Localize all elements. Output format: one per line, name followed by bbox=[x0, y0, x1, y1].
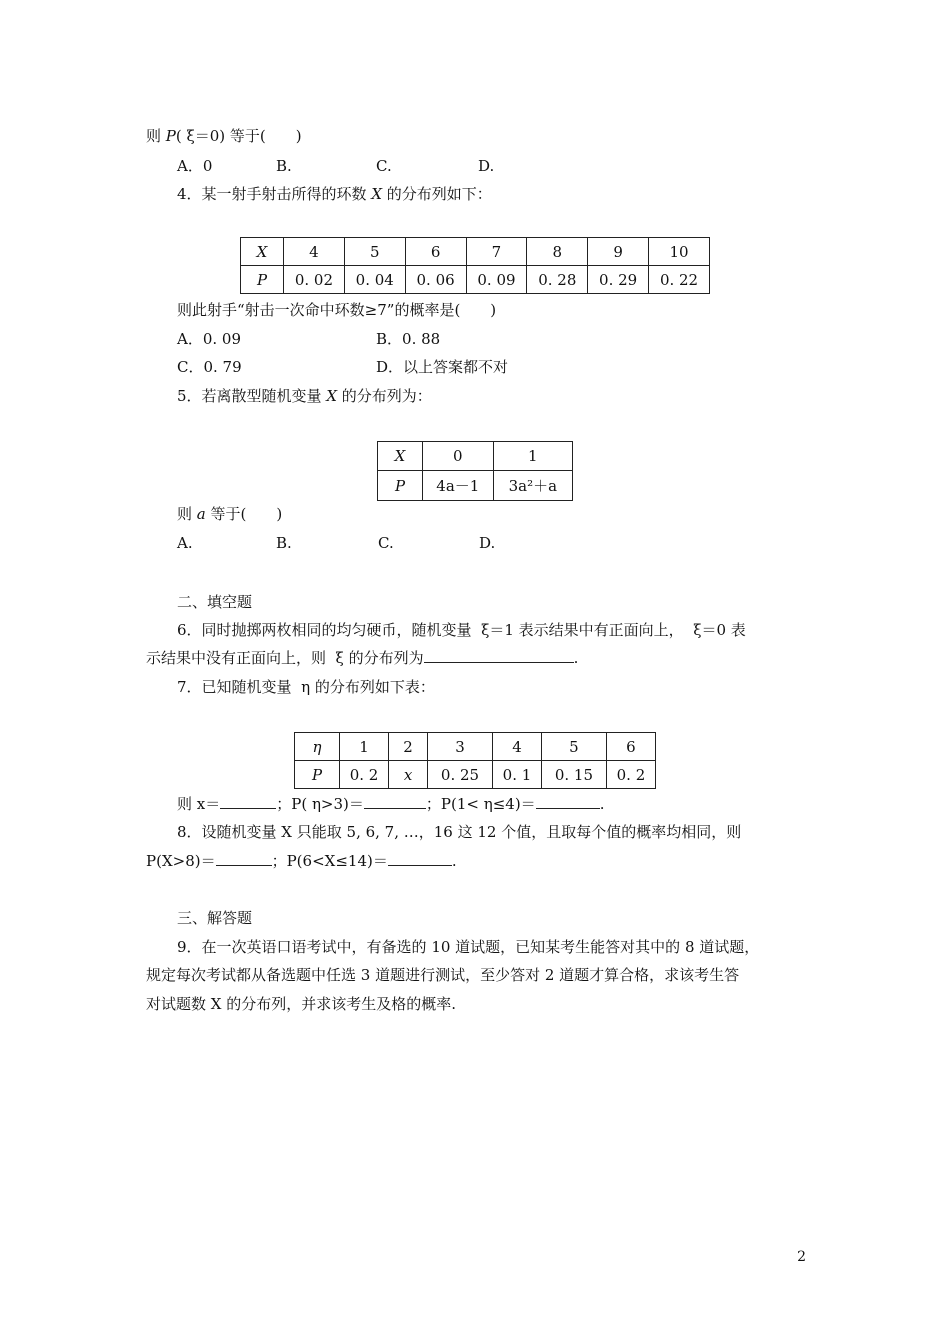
q7-answers: 则 x＝ ；P( η>3)＝ ；P(1< η≤4)＝ . bbox=[177, 795, 605, 813]
q9-line1: 9．在一次英语口语考试中，有备选的 10 道试题，已知某考生能答对其中的 8 道试题， bbox=[177, 938, 760, 956]
table-row bbox=[241, 238, 710, 266]
table-cell: 9 bbox=[588, 238, 649, 266]
table-cell: 0. 02 bbox=[284, 266, 345, 294]
q6-line2: 示结果中没有正面向上，则 ξ 的分布列为 . bbox=[146, 649, 579, 667]
q5-distribution-table bbox=[377, 441, 573, 501]
q4-option-b: B．0. 88 bbox=[376, 330, 441, 348]
q8-line1: 8．设随机变量 X 只能取 5, 6, 7, …，16 这 12 个值，且取每个值的概率均相同，则 bbox=[177, 823, 742, 841]
q7-stem: 7．已知随机变量 η 的分布列如下表： bbox=[177, 678, 435, 696]
q7-blank-p1[interactable] bbox=[364, 794, 426, 809]
q3-stem: 则 P( ξ＝0) 等于( ) bbox=[146, 127, 302, 145]
table-cell: 0. 28 bbox=[527, 266, 588, 294]
table-cell: 0. 2 bbox=[340, 761, 389, 789]
table-cell: 0. 04 bbox=[344, 266, 405, 294]
q4-option-d: D．以上答案都不对 bbox=[376, 358, 509, 376]
table-cell: 0 bbox=[423, 442, 494, 471]
q4-stem: 4．某一射手射击所得的环数 X 的分布列如下： bbox=[177, 185, 492, 203]
q5-option-c: C. bbox=[378, 534, 394, 552]
table-cell: 1 bbox=[340, 733, 389, 761]
q5-option-d: D. bbox=[479, 534, 496, 552]
q5-option-a: A. bbox=[177, 534, 193, 552]
q9-line2: 规定每次考试都从备选题中任选 3 道题进行测试，至少答对 2 道题才算合格，求该考生答 bbox=[146, 966, 740, 984]
table-cell: 2 bbox=[389, 733, 428, 761]
table-cell: 6 bbox=[405, 238, 466, 266]
table-cell: 0. 22 bbox=[649, 266, 710, 294]
q8-line2: P(X>8)＝ ；P(6<X≤14)＝ . bbox=[146, 852, 457, 870]
table-cell: 3 bbox=[428, 733, 493, 761]
q7-blank-x[interactable] bbox=[220, 794, 276, 809]
table-cell: 0. 15 bbox=[542, 761, 607, 789]
page-number: 2 bbox=[797, 1249, 806, 1265]
q4-option-a: A．0. 09 bbox=[177, 330, 241, 348]
table-cell: 6 bbox=[606, 733, 655, 761]
table-cell: 10 bbox=[649, 238, 710, 266]
table-cell: 7 bbox=[466, 238, 527, 266]
q4-question: 则此射手“射击一次命中环数≥7”的概率是( ) bbox=[177, 301, 497, 319]
q4-option-c: C．0. 79 bbox=[177, 358, 242, 376]
q5-stem: 5．若离散型随机变量 X 的分布列为： bbox=[177, 387, 432, 405]
q3-option-c: C. bbox=[376, 157, 392, 175]
table-cell: 0. 1 bbox=[492, 761, 541, 789]
q3-option-d: D. bbox=[478, 157, 495, 175]
q3-option-a: A．0 bbox=[177, 157, 213, 175]
table-cell: 0. 09 bbox=[466, 266, 527, 294]
table-cell: 5 bbox=[542, 733, 607, 761]
table-cell: 0. 2 bbox=[606, 761, 655, 789]
table-cell: X bbox=[378, 442, 423, 471]
q3-option-b: B. bbox=[276, 157, 292, 175]
table-cell: 8 bbox=[527, 238, 588, 266]
q5-option-b: B. bbox=[276, 534, 292, 552]
table-cell: x bbox=[389, 761, 428, 789]
table-cell: 3a²＋a bbox=[493, 471, 572, 501]
q9-line3: 对试题数 X 的分布列，并求该考生及格的概率. bbox=[146, 995, 456, 1013]
q6-line1: 6．同时抛掷两枚相同的均匀硬币，随机变量 ξ＝1 表示结果中有正面向上， ξ＝0 表 bbox=[177, 621, 746, 639]
table-cell: 0. 06 bbox=[405, 266, 466, 294]
table-cell: η bbox=[295, 733, 340, 761]
table-cell: 5 bbox=[344, 238, 405, 266]
table-cell: P bbox=[295, 761, 340, 789]
table-row bbox=[241, 266, 710, 294]
table-row bbox=[295, 761, 656, 789]
section2-title: 二、填空题 bbox=[177, 593, 253, 611]
table-cell: 4 bbox=[492, 733, 541, 761]
table-cell: 4 bbox=[284, 238, 345, 266]
table-cell: 0. 29 bbox=[588, 266, 649, 294]
q8-blank-2[interactable] bbox=[388, 851, 452, 866]
table-cell: P bbox=[241, 266, 284, 294]
table-row bbox=[295, 733, 656, 761]
table-cell: 0. 25 bbox=[428, 761, 493, 789]
q5-question: 则 a 等于( ) bbox=[177, 505, 283, 523]
q4-distribution-table bbox=[240, 237, 710, 294]
q7-distribution-table bbox=[294, 732, 656, 789]
table-cell: 4a－1 bbox=[423, 471, 494, 501]
table-row bbox=[378, 471, 573, 501]
section3-title: 三、解答题 bbox=[177, 909, 253, 927]
table-row bbox=[378, 442, 573, 471]
q7-blank-p2[interactable] bbox=[536, 794, 600, 809]
q8-blank-1[interactable] bbox=[216, 851, 272, 866]
table-cell: 1 bbox=[493, 442, 572, 471]
table-cell: X bbox=[241, 238, 284, 266]
q6-answer-blank[interactable] bbox=[424, 648, 574, 663]
table-cell: P bbox=[378, 471, 423, 501]
